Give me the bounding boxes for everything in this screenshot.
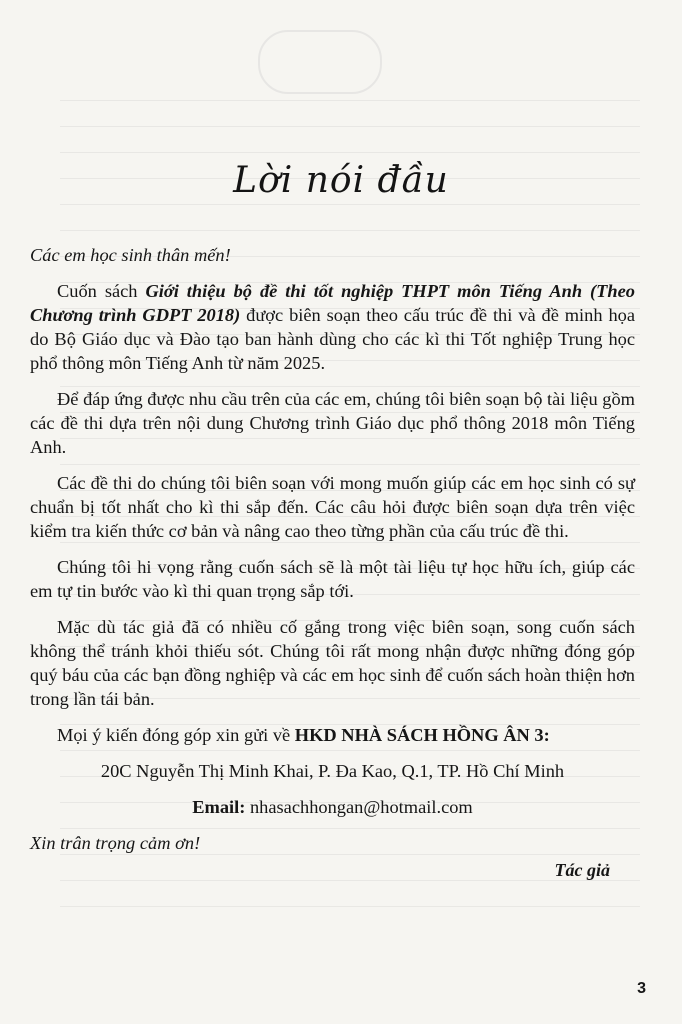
paragraph-purpose: Để đáp ứng được nhu cầu trên của các em, chúng tôi biên soạn bộ tài liệu gồm các đề thi dựa trên nội dung Chương trình Giáo dục phổ thông 2018 môn Tiếng Anh. [30,389,635,457]
email-address: nhasachhongan@hotmail.com [245,797,473,817]
preface-body [30,243,635,855]
thanks-line: Xin trân trọng cảm ơn! [30,833,201,853]
book-title: Giới thiệu bộ đề thi tốt nghiệp THPT môn Tiếng Anh (Theo Chương trình GDPT 2018) [30,281,635,325]
email-label: Email: [192,797,246,817]
intro-lead: Cuốn sách [57,281,146,301]
page-number: 3 [637,980,646,997]
paragraph-intro [30,279,635,375]
contact-line [30,723,635,747]
author-signature: Tác giả [554,860,610,880]
contact-intro: Mọi ý kiến đóng góp xin gửi về [57,725,295,745]
paragraph-feedback: Mặc dù tác giả đã có nhiều cố gắng trong việc biên soạn, song cuốn sách không thể tránh khỏi thiếu sót. Chúng tôi rất mong nhận được những đóng góp quý báu của các bạn đồng nghiệp và các em học sinh để cuốn sách hoàn thiện hơn trong lần tái bản. [30,617,635,709]
paragraph-hope: Chúng tôi hi vọng rằng cuốn sách sẽ là một tài liệu tự học hữu ích, giúp các em tự tin bước vào kì thi quan trọng sắp tới. [30,557,635,601]
publisher-address: 20C Nguyễn Thị Minh Khai, P. Đa Kao, Q.1, TP. Hồ Chí Minh [100,761,565,781]
email-line [30,795,635,819]
paragraph-goal: Các đề thi do chúng tôi biên soạn với mong muốn giúp các em học sinh có sự chuẩn bị tốt nhất cho kì thi sắp đến. Các câu hỏi được biên soạn dựa trên việc kiểm tra kiến thức cơ bản và nâng cao theo từng phần của cấu trúc đề thi. [30,473,635,541]
faded-heading-ornament [258,30,382,94]
intro-rest: được biên soạn theo cấu trúc đề thi và đề minh họa do Bộ Giáo dục và Đào tạo ban hành dùng cho các kì thi Tốt nghiệp Trung học phổ thông môn Tiếng Anh từ năm 2025. [30,305,635,373]
publisher-name: HKD NHÀ SÁCH HỒNG ÂN 3: [294,725,550,745]
page-title: Lời nói đầu [233,160,449,201]
greeting: Các em học sinh thân mến! [30,245,231,265]
